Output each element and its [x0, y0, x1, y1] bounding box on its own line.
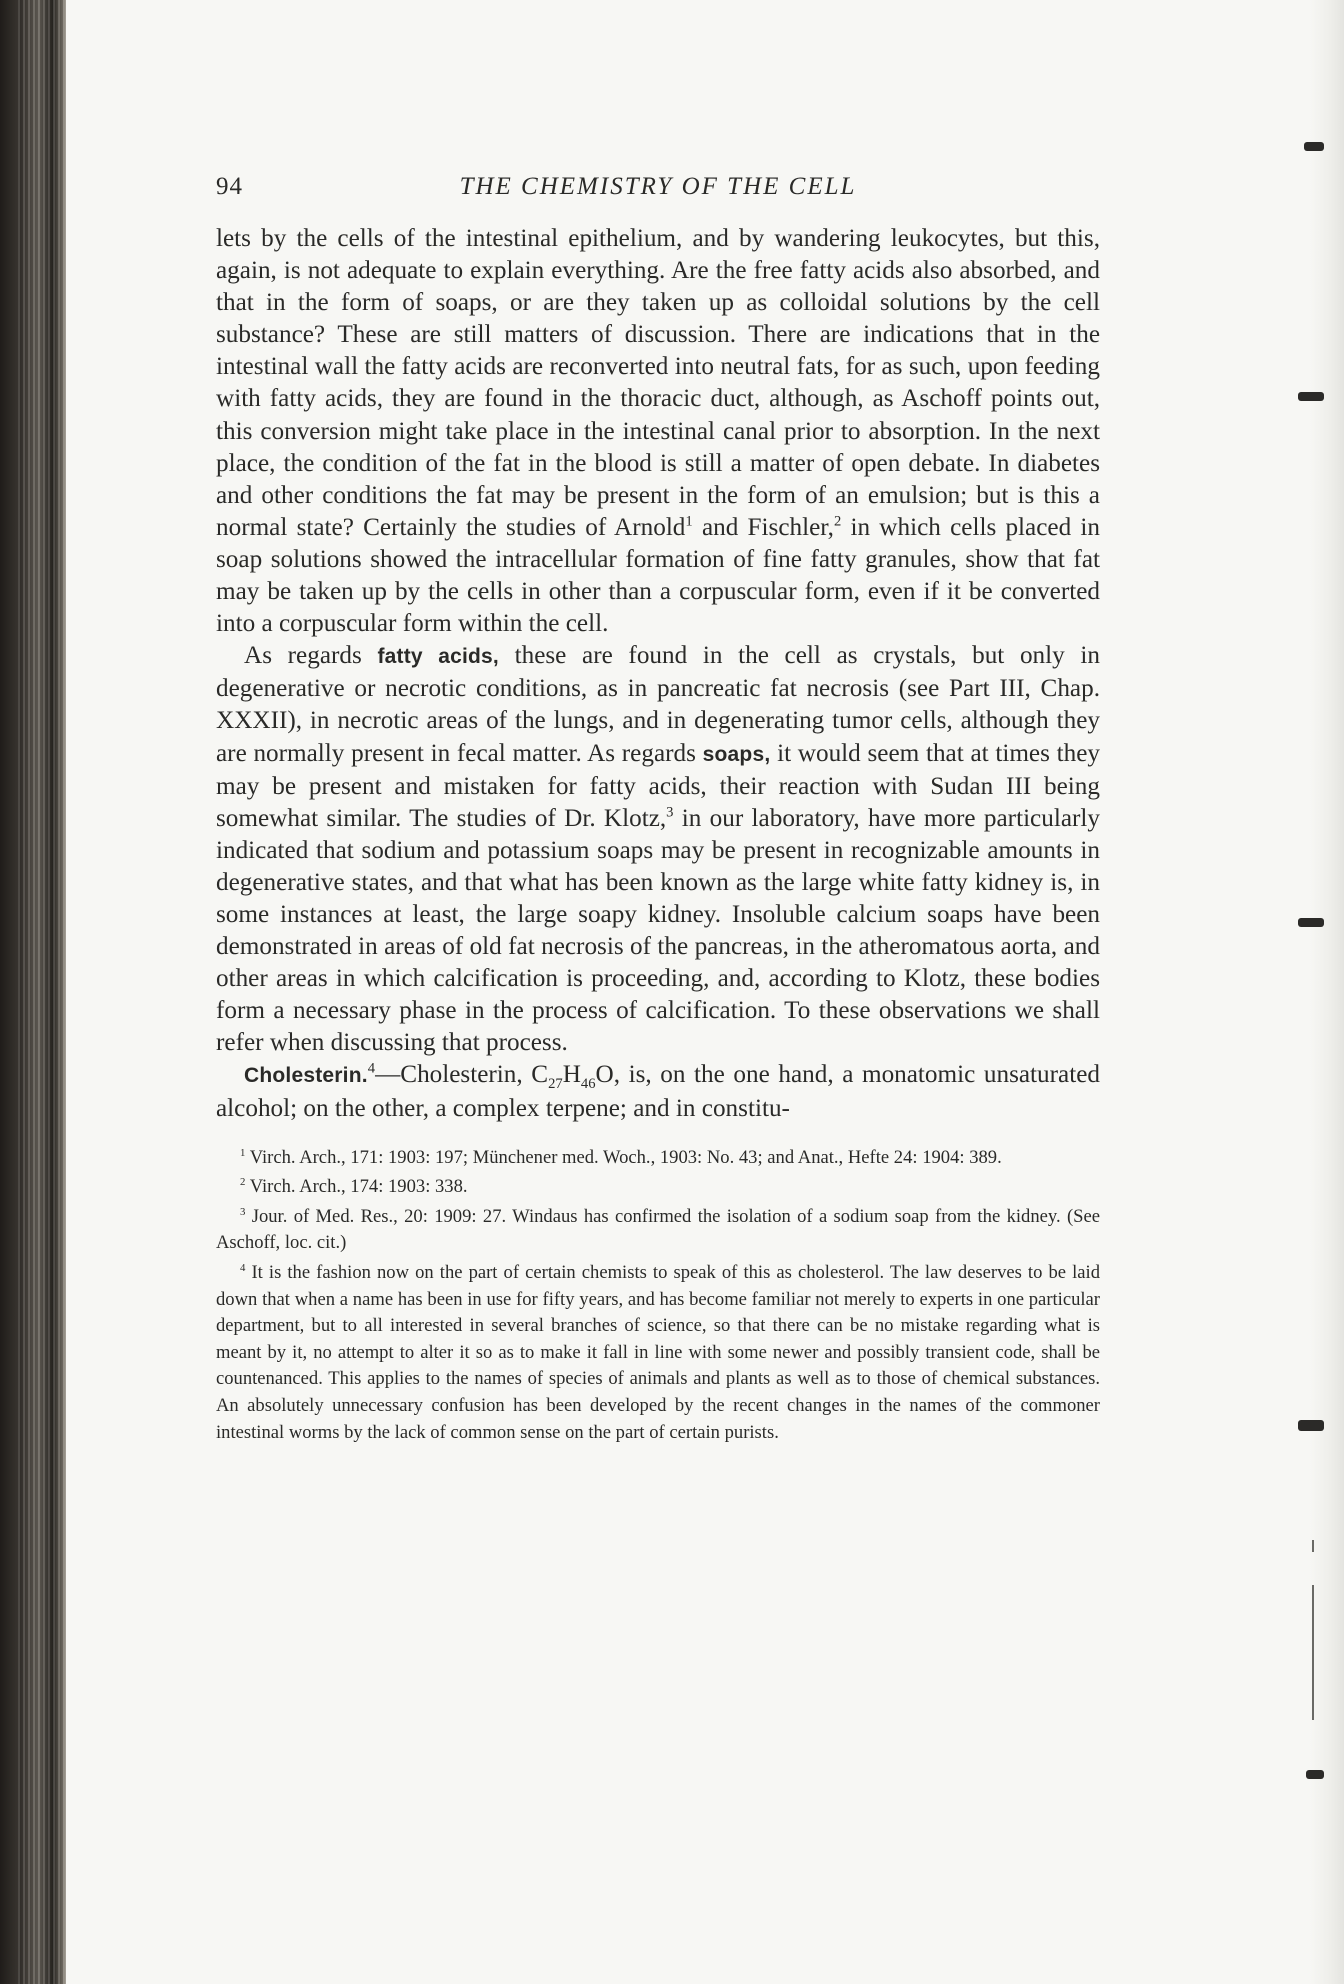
running-head: [216, 165, 1100, 201]
edge-line: [1312, 1585, 1314, 1720]
footnote-ref: 2: [833, 513, 842, 530]
footnote-ref: 3: [666, 804, 674, 821]
paragraph: Cholesterin.$^4$—Cholesterin, $C_{27}H_{46}O$, is, on the one hand, a monatomic unsaturated alcohol; on the other, a complex terpene; and in constitu-: [216, 1061, 1100, 1122]
edge-mark: [1304, 142, 1324, 151]
footnote-ref: 1: [685, 513, 693, 530]
book-spine: [0, 0, 70, 1984]
footnote-mark: 3: [240, 1205, 246, 1218]
spine-page-edges: [18, 0, 64, 1984]
paragraph: As regards fatty acids, these are found in the cell as crystals, but only in degenerative or necrotic conditions, as in pancreatic fat necrosis (see Part III, Chap. XXXII), in necrotic areas of the lungs, and in degenerating tumor cells, although they are normally present in fecal matter. As regards soaps, it would seem that at times they may be present and mistaken for fatty acids, their reaction with Sudan III being somewhat similar. The studies of Dr. Klotz,$^3$ in our laboratory, have more particularly indicated that sodium and potassium soaps may be present in recognizable amounts in degenerative states, and that what has been known as the large white fatty kidney is, in some instances at least, the large soapy kidney. Insoluble calcium soaps have been demonstrated in areas of old fat necrosis of the pancreas, in the atheromatous aorta, and other areas in which calcification is proceeding, and, according to Klotz, these bodies form a necessary phase in the process of calcification. To these observations we shall refer when discussing that process.: [216, 642, 1100, 1057]
footnote: $^2$ Virch. Arch., 174: 1903: 338.: [240, 1176, 468, 1198]
page-content: [216, 165, 1100, 1446]
body-text: [216, 223, 1100, 1125]
footnote-ref: 4: [367, 1061, 376, 1078]
paragraph: lets by the cells of the intestinal epithelium, and by wandering leukocytes, but this, again, is not adequate to explain everything. Are the free fatty acids also absorbed, and that in the form of soaps, or are they taken up as colloidal solutions by the cell substance? These are still matters of discussion. There are indications that in the intestinal wall the fatty acids are reconverted into neutral fats, for as such, upon feeding with fatty acids, they are found in the thoracic duct, although, as Aschoff points out, this conversion might take place in the intestinal canal prior to absorption. In the next place, the condition of the fat in the blood is still a matter of open debate. In diabetes and other conditions the fat may be present in the form of an emulsion; but is this a normal state? Certainly the studies of Arnold$^1$ and Fischler,$^2$ in which cells placed in soap solutions showed the intracellular formation of fine fatty granules, show that fat may be taken up by the cells in other than a corpuscular form, even if it be converted into a corpuscular form within the cell.: [216, 225, 1100, 638]
footnote-mark: 4: [240, 1261, 246, 1274]
footnote: $^1$ Virch. Arch., 171: 1903: 197; Münchener med. Woch., 1903: No. 43; and Anat., Hefte 24: 1904: 389.: [240, 1146, 1002, 1168]
edge-line: [1312, 1540, 1314, 1552]
keyword: soaps,: [702, 742, 771, 766]
footnote-mark: 1: [240, 1146, 246, 1159]
footnotes: [216, 1145, 1100, 1447]
running-title: THE CHEMISTRY OF THE CELL: [459, 173, 857, 200]
page-number: 94: [216, 173, 243, 200]
footnote-mark: 2: [240, 1176, 246, 1189]
section-heading: Cholesterin.: [244, 1064, 368, 1088]
edge-mark: [1298, 1420, 1324, 1431]
footnote: $^4$ It is the fashion now on the part of certain chemists to speak of this as cholesterol. The law deserves to be laid down that when a name has been in use for fifty years, and has become familiar not merely to experts in one particular department, but to all interested in several branches of science, so that there can be no mistake regarding what is meant by it, no attempt to alter it so as to make it fall in line with some newer and possibly transient code, shall be countenanced. This applies to the names of species of animals and plants as well as to those of chemical substances. An absolutely unnecessary confusion has been developed by the recent changes in the names of the commoner intestinal worms by the lack of common sense on the part of certain purists.: [216, 1261, 1100, 1443]
page-right-edge: [1310, 0, 1344, 1984]
edge-mark: [1298, 392, 1324, 401]
edge-mark: [1306, 1770, 1324, 1779]
keyword: fatty acids,: [377, 645, 499, 669]
edge-mark: [1298, 918, 1324, 927]
footnote: $^3$ Jour. of Med. Res., 20: 1909: 27. Windaus has confirmed the isolation of a sodium soap from the kidney. (See Aschoff, loc. cit.): [216, 1205, 1100, 1254]
